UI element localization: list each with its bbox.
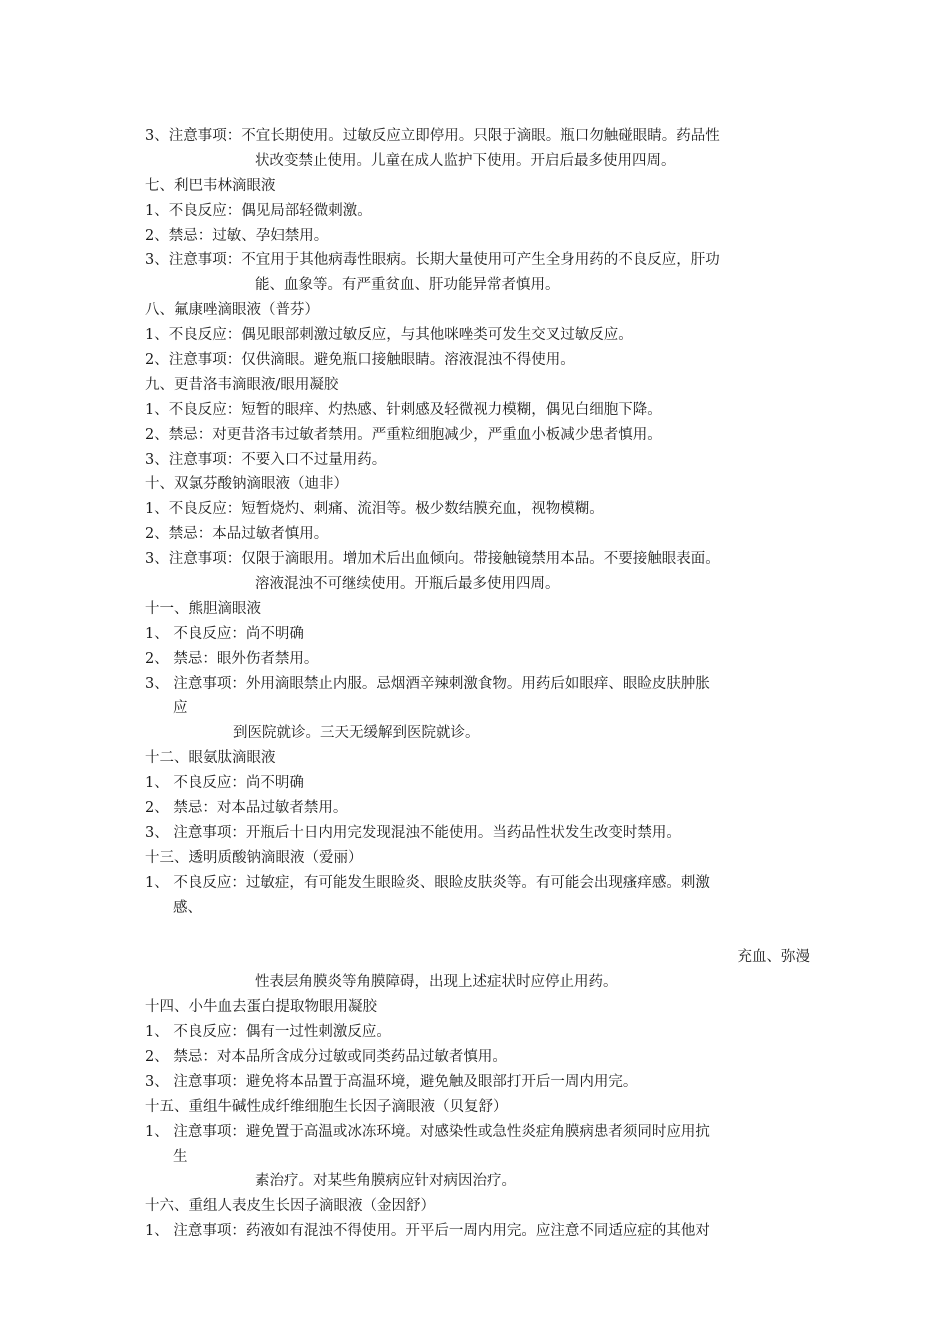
section-heading: 十三、透明质酸钠滴眼液（爱丽）	[145, 849, 363, 866]
text-line: 3、注意事项：不宜长期使用。过敏反应立即停用。只限于滴眼。瓶口勿触碰眼睛。药品性	[145, 128, 720, 144]
section-heading: 十五、重组牛碱性成纤维细胞生长因子滴眼液（贝复舒）	[145, 1098, 508, 1115]
text-line: 2、禁忌：本品过敏者慎用。	[145, 526, 329, 543]
text-line: 到医院就诊。三天无缓解到医院就诊。	[233, 725, 480, 742]
text-line: 1、 注意事项：药液如有混浊不得使用。开平后一周内用完。应注意不同适应症的其他对	[145, 1223, 710, 1240]
text-line: 状改变禁止使用。儿童在成人监护下使用。开启后最多使用四周。	[255, 152, 676, 169]
text-line: 2、禁忌：对更昔洛韦过敏者禁用。严重粒细胞减少，严重血小板减少患者慎用。	[145, 426, 662, 443]
text-line: 1、 不良反应：尚不明确	[145, 775, 304, 792]
text-line: 1、 不良反应：偶有一过性刺激反应。	[145, 1024, 391, 1041]
text-line: 1、不良反应：偶见眼部刺激过敏反应，与其他咪唑类可发生交叉过敏反应。	[145, 327, 633, 344]
text-line: 素治疗。对某些角膜病应针对病因治疗。	[255, 1173, 516, 1190]
text-line: 应	[173, 700, 188, 717]
text-line: 3、注意事项：仅限于滴眼用。增加术后出血倾向。带接触镜禁用本品。不要接触眼表面。	[145, 551, 720, 568]
text-line: 感、	[173, 899, 202, 916]
text-line: 2、 禁忌：眼外伤者禁用。	[145, 650, 319, 667]
text-line: 3、注意事项：不宜用于其他病毒性眼病。长期大量使用可产生全身用药的不良反应，肝功	[145, 252, 720, 269]
text-line: 2、 禁忌：对本品过敏者禁用。	[145, 800, 348, 817]
section-heading: 十四、小牛血去蛋白提取物眼用凝胶	[145, 999, 377, 1016]
text-line: 1、 注意事项：避免置于高温或冰冻环境。对感染性或急性炎症角膜病患者须同时应用抗	[145, 1123, 710, 1140]
text-line: 性表层角膜炎等角膜障碍，出现上述症状时应停止用药。	[255, 974, 618, 991]
text-line: 1、 不良反应：过敏症，有可能发生眼睑炎、眼睑皮肤炎等。有可能会出现瘙痒感。刺激	[145, 874, 710, 891]
text-line: 1、 不良反应：尚不明确	[145, 625, 304, 642]
text-line: 溶液混浊不可继续使用。开瓶后最多使用四周。	[255, 576, 560, 593]
document-body	[145, 124, 810, 1244]
text-line: 充血、弥漫	[737, 949, 810, 966]
text-line: 1、不良反应：偶见局部轻微刺激。	[145, 202, 372, 219]
section-heading: 十、双氯芬酸钠滴眼液（迪非）	[145, 476, 348, 493]
text-line: 3、注意事项：不要入口不过量用药。	[145, 451, 387, 468]
text-line: 2、注意事项：仅供滴眼。避免瓶口接触眼睛。溶液混浊不得使用。	[145, 352, 575, 369]
text-line: 3、 注意事项：外用滴眼禁止内服。忌烟酒辛辣刺激食物。用药后如眼痒、眼睑皮肤肿胀	[145, 675, 710, 692]
section-heading: 十二、眼氨肽滴眼液	[145, 750, 276, 767]
section-heading: 十六、重组人表皮生长因子滴眼液（金因舒）	[145, 1198, 435, 1215]
section-heading: 八、氟康唑滴眼液（普芬）	[145, 302, 319, 319]
section-heading: 十一、熊胆滴眼液	[145, 600, 261, 617]
text-line: 3、 注意事项：避免将本品置于高温环境，避免触及眼部打开后一周内用完。	[145, 1073, 638, 1090]
section-heading: 七、利巴韦林滴眼液	[145, 177, 276, 194]
section-heading: 九、更昔洛韦滴眼液/眼用凝胶	[145, 376, 339, 393]
text-line: 1、不良反应：短暂烧灼、刺痛、流泪等。极少数结膜充血，视物模糊。	[145, 501, 604, 518]
text-line: 生	[173, 1148, 188, 1165]
text-line: 2、 禁忌：对本品所含成分过敏或同类药品过敏者慎用。	[145, 1048, 507, 1065]
text-line: 能、血象等。有严重贫血、肝功能异常者慎用。	[255, 277, 560, 294]
blank-line	[145, 921, 810, 946]
text-line: 1、不良反应：短暂的眼痒、灼热感、针刺感及轻微视力模糊，偶见白细胞下降。	[145, 401, 662, 418]
text-line: 2、禁忌：过敏、孕妇禁用。	[145, 227, 329, 244]
text-line: 3、 注意事项：开瓶后十日内用完发现混浊不能使用。当药品性状发生改变时禁用。	[145, 824, 681, 841]
